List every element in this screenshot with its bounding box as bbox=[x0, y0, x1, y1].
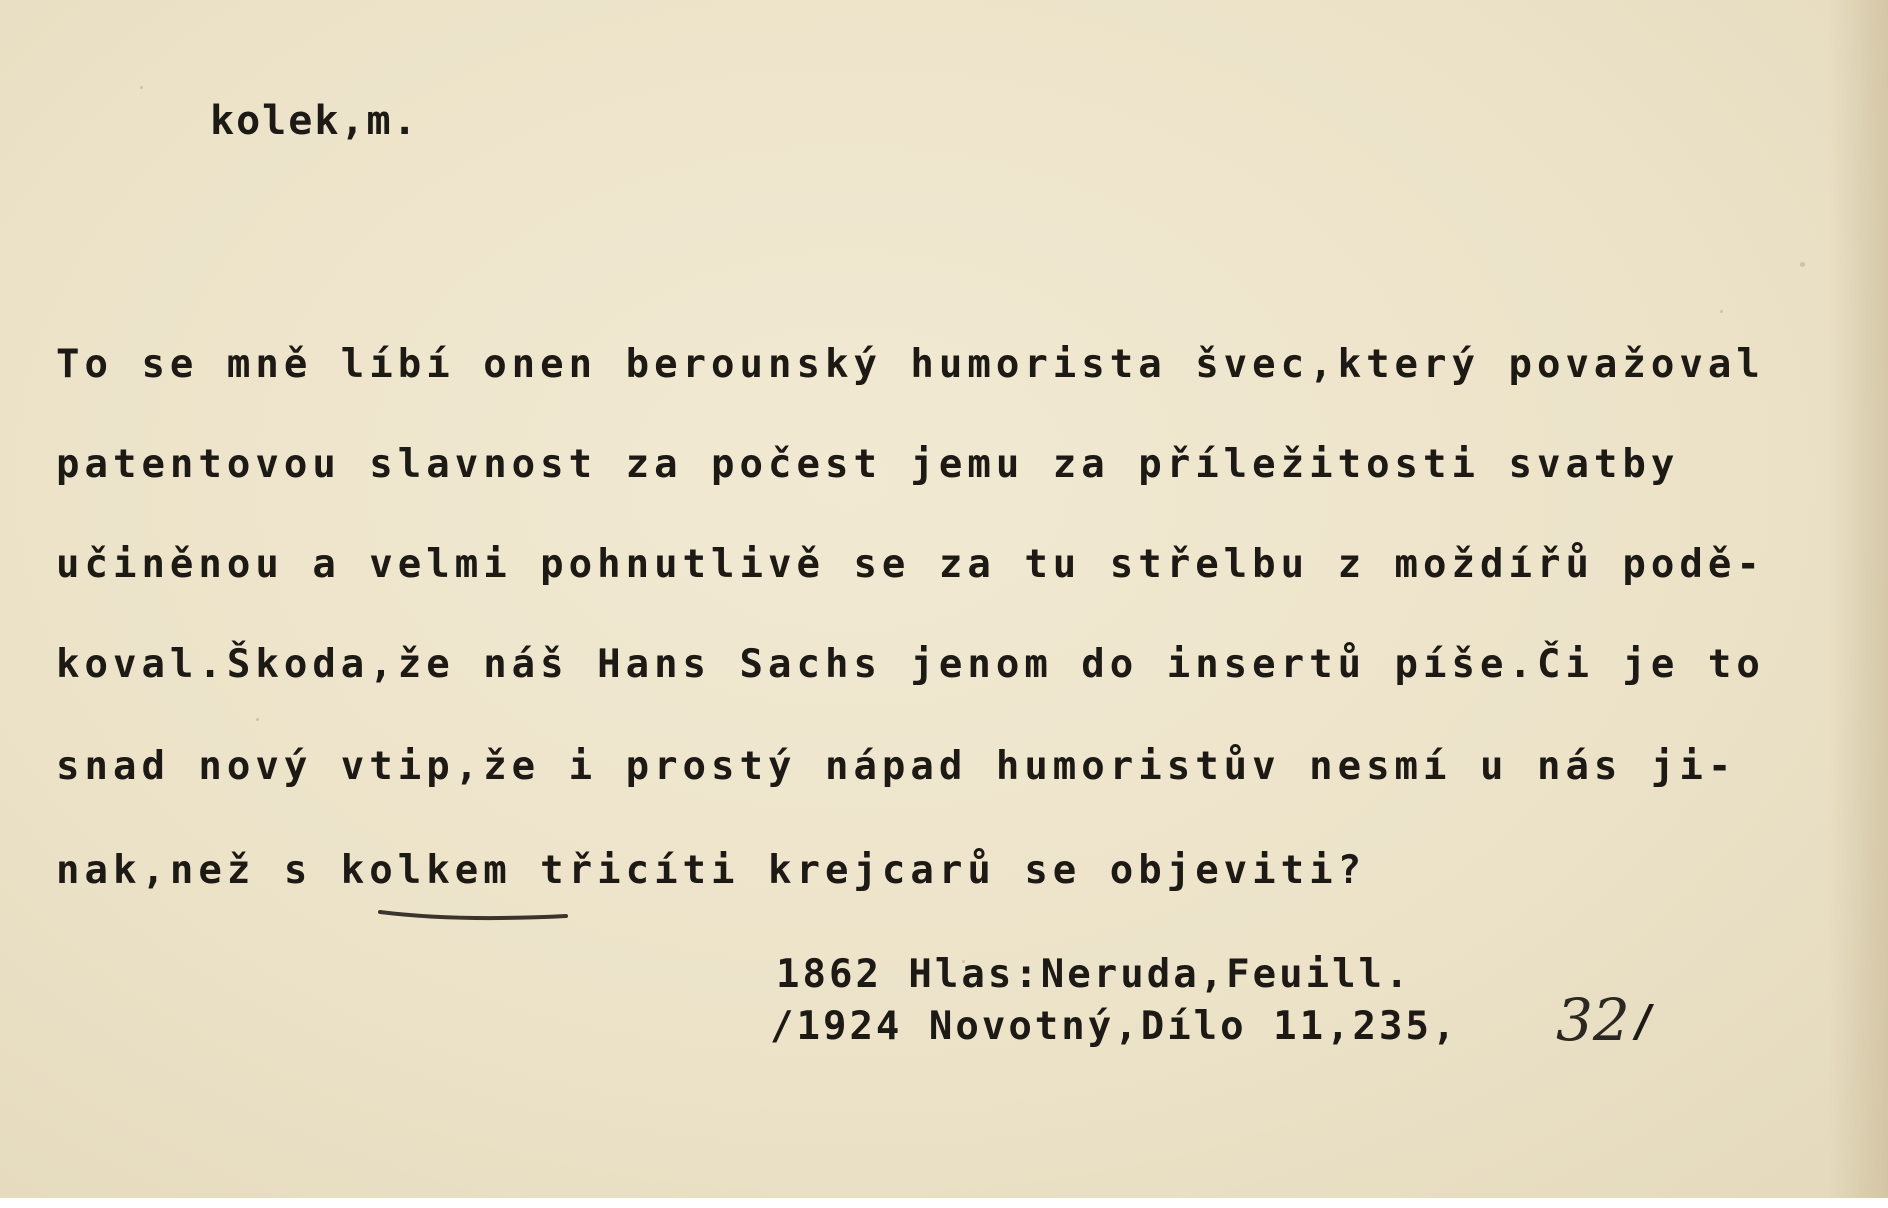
citation-edition: /1924 Novotný,Dílo 11,235, bbox=[770, 1004, 1459, 1049]
paper-speck bbox=[140, 86, 143, 89]
body-line-1: To se mně líbí onen berounský humorista švec,který považoval bbox=[56, 342, 1765, 387]
handwritten-page-number: 32 bbox=[1556, 986, 1630, 1054]
paper-speck bbox=[1800, 262, 1805, 267]
body-line-4: koval.Škoda,že náš Hans Sachs jenom do insertů píše.Či je to bbox=[56, 642, 1765, 687]
paper-speck bbox=[1720, 310, 1723, 313]
body-line-5: snad nový vtip,že i prostý nápad humoristův nesmí u nás ji- bbox=[56, 744, 1737, 789]
paper-speck bbox=[256, 718, 259, 721]
scan-border bbox=[0, 1198, 1888, 1208]
body-line-6: nak,než s kolkem třicíti krejcarů se objeviti? bbox=[56, 848, 1367, 893]
pencil-underline-mark bbox=[378, 906, 568, 924]
citation-source: 1862 Hlas:Neruda,Feuill. bbox=[776, 952, 1412, 997]
body-line-2: patentovou slavnost za počest jemu za příležitosti svatby bbox=[56, 442, 1680, 487]
headword: kolek,m. bbox=[210, 98, 419, 144]
paper-speck bbox=[962, 960, 965, 963]
citation-closing-slash: / bbox=[1630, 996, 1657, 1047]
body-line-3: učiněnou a velmi pohnutlivě se za tu střelbu z moždířů podě- bbox=[56, 542, 1765, 587]
